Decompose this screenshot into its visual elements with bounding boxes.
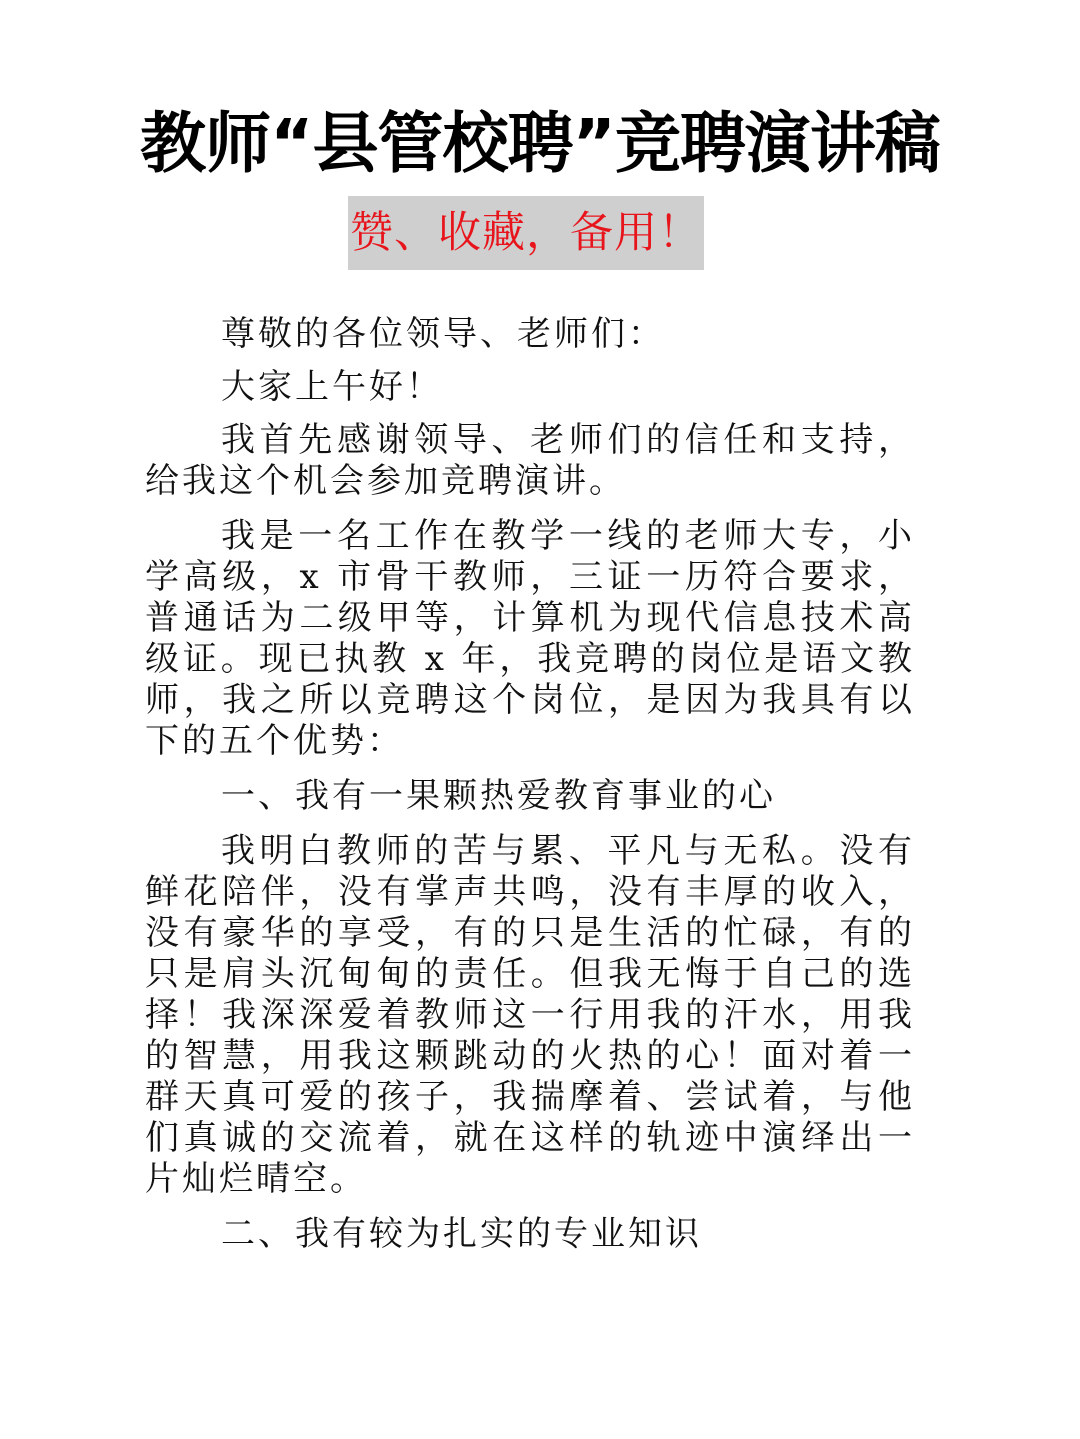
highlight-tag: 赞、收藏，备用！ bbox=[348, 196, 704, 270]
salutation: 尊敬的各位领导、老师们： bbox=[221, 314, 665, 354]
paragraph-passion: 我明白教师的苦与累、平凡与无私。没有鲜花陪伴，没有掌声共鸣，没有丰厚的收入，没有豪华的享受，有的只是生活的忙碌，有的只是肩头沉甸甸的责任。但我无悔于自己的选择！我深深爱着教师这一行用我的汗水，用我的智慧，用我这颗跳动的火热的心！面对着一群天真可爱的孩子，我揣摩着、尝试着，与他们真诚的交流着，就在这样的轨迹中演绎出一片灿烂晴空。 bbox=[145, 831, 915, 1199]
page-title: 教师“县管校聘”竞聘演讲稿 bbox=[140, 105, 940, 182]
speech-body bbox=[145, 314, 915, 1269]
section-heading-2: 二、我有较为扎实的专业知识 bbox=[221, 1214, 702, 1254]
paragraph-introduction: 我是一名工作在教学一线的老师大专，小学高级，x 市骨干教师，三证一历符合要求，普通话为二级甲等，计算机为现代信息技术高级证。现已执教 x 年，我竞聘的岗位是语文教师，我之所以竞聘这个岗位，是因为我具有以下的五个优势： bbox=[145, 516, 915, 761]
section-heading-1: 一、我有一果颗热爱教育事业的心 bbox=[221, 776, 776, 816]
paragraph-thanks: 我首先感谢领导、老师们的信任和支持，给我这个机会参加竞聘演讲。 bbox=[145, 420, 915, 501]
greeting: 大家上午好！ bbox=[221, 367, 443, 407]
